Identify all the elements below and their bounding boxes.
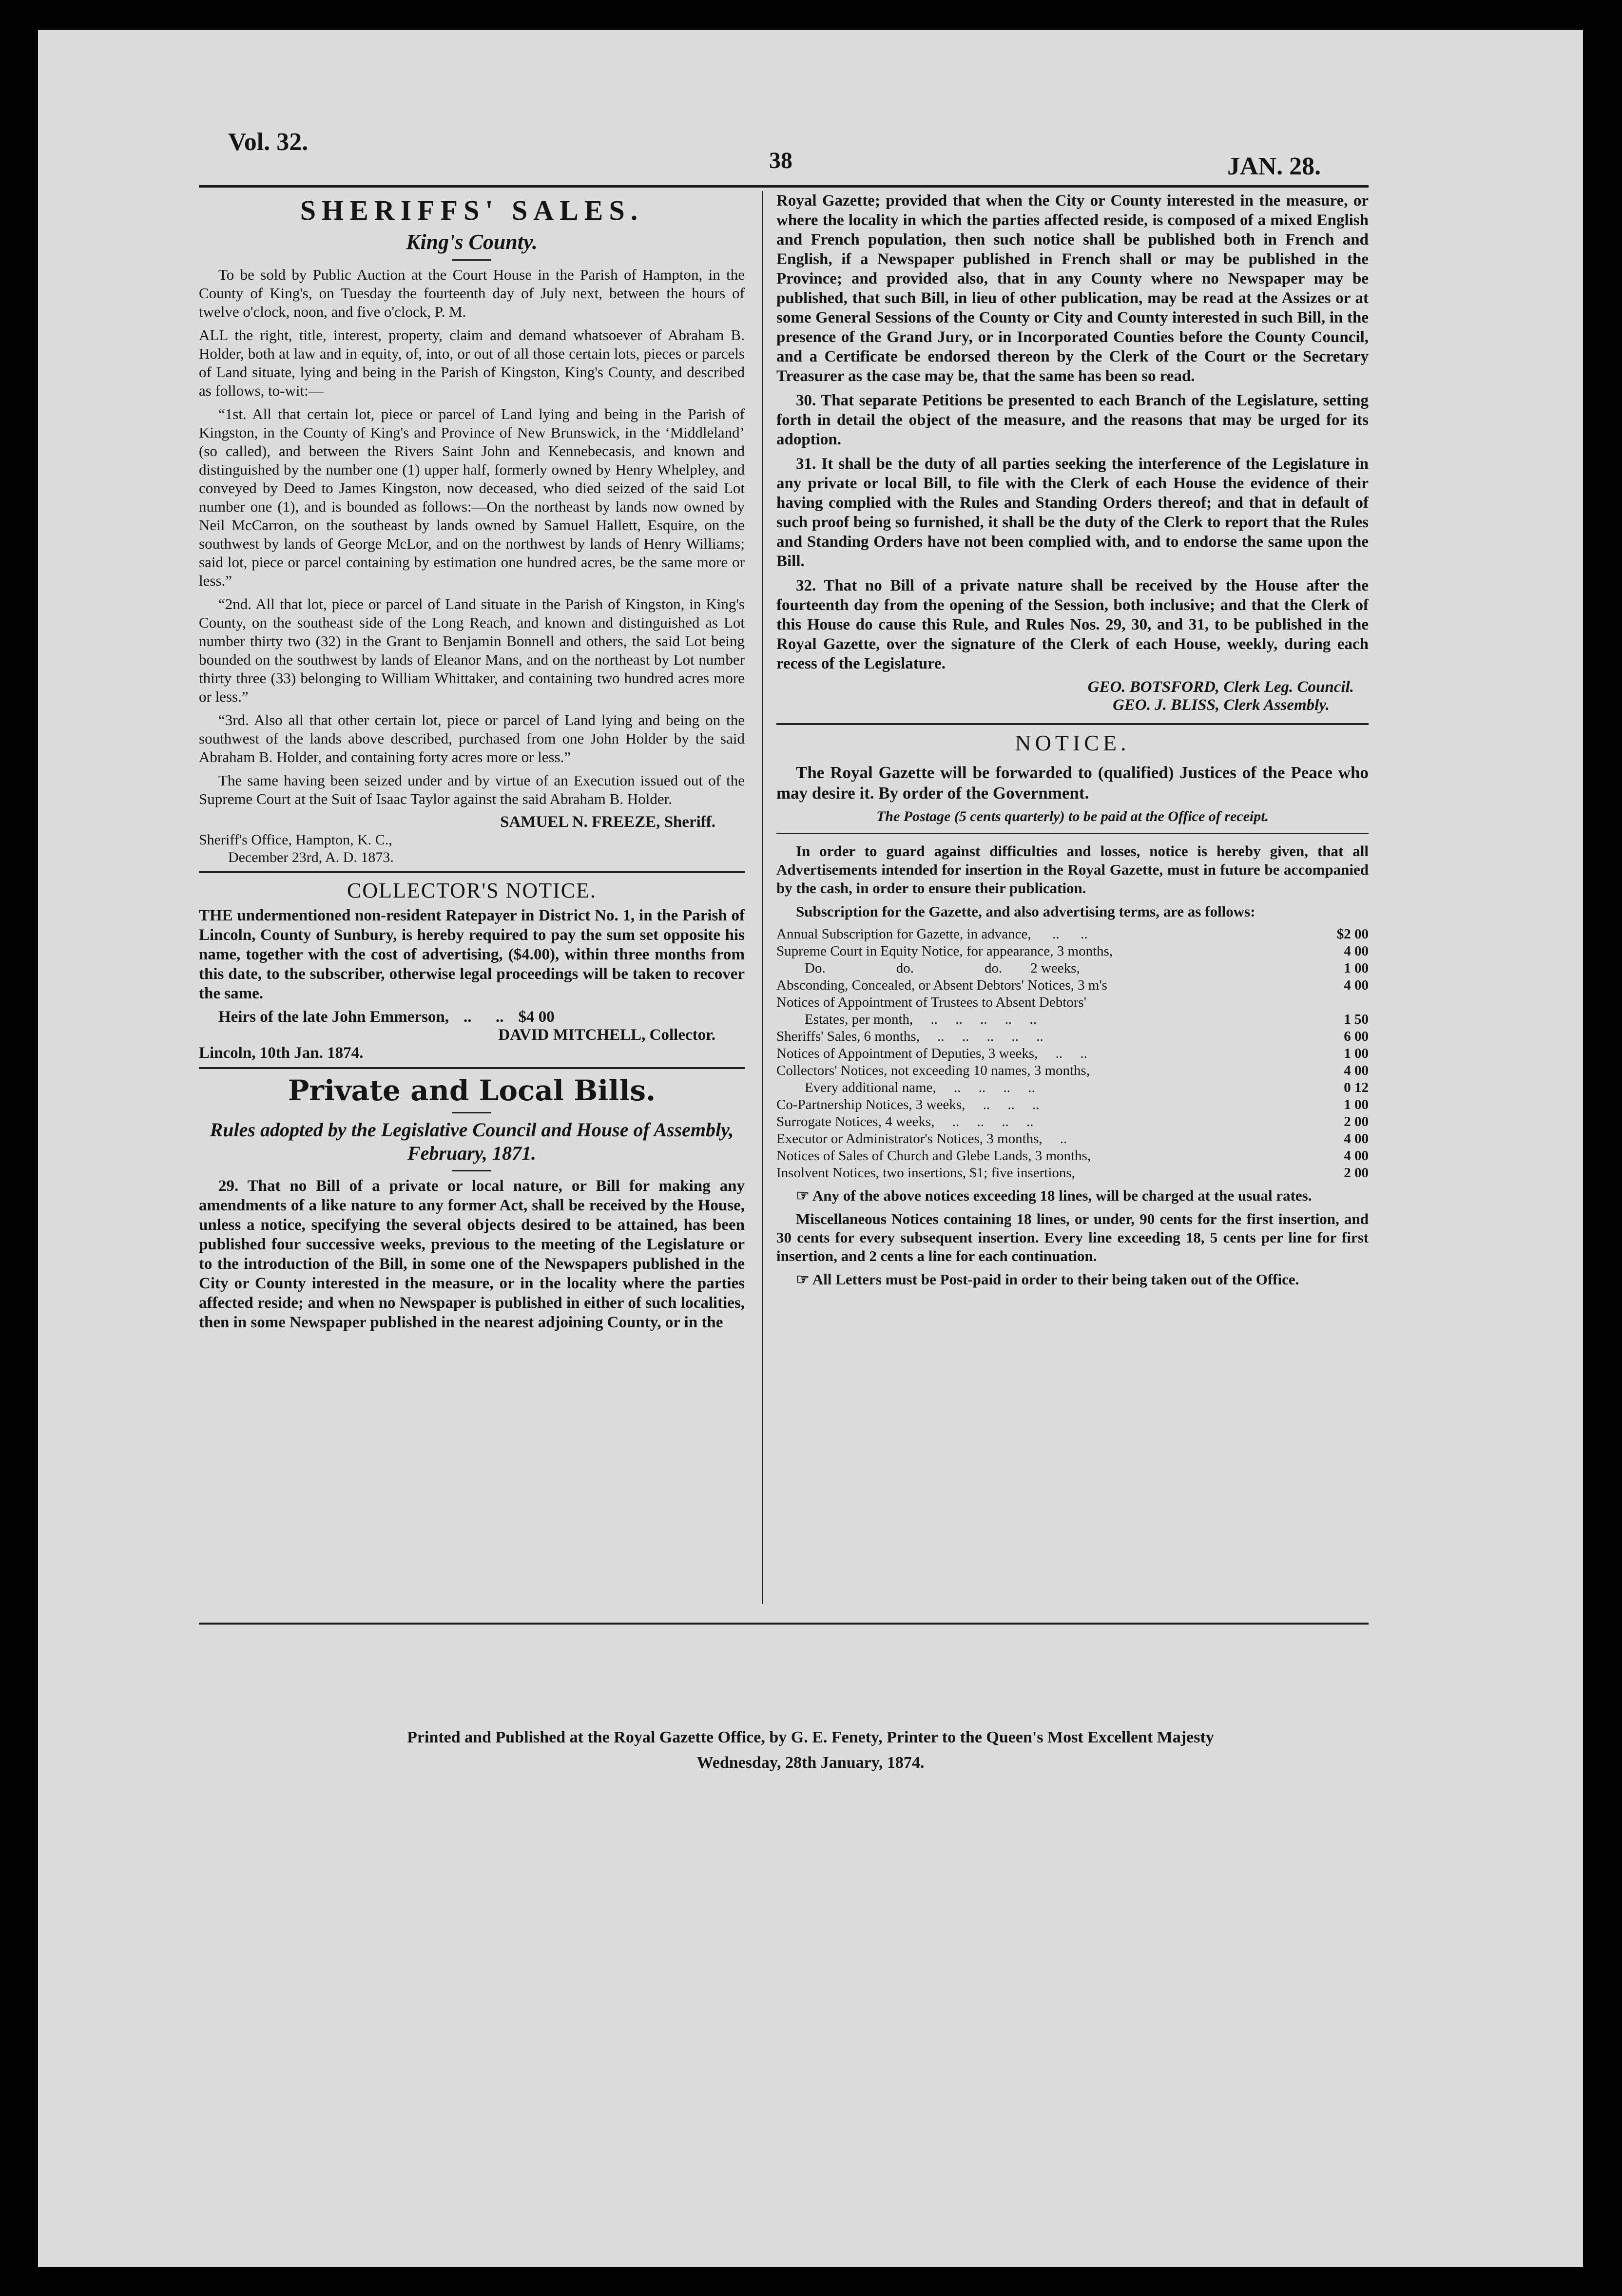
rate-row [776, 1062, 1369, 1079]
rate-amount: 4 00 [1344, 977, 1369, 993]
rates-table [776, 926, 1369, 1182]
sheriffs-intro: To be sold by Public Auction at the Court House in the Parish of Hampton, in the County of King's, on Tuesday the fourteenth day of July next, between the hours of twelve o'clock, noon, and five o'clock, P. M. [199, 266, 745, 320]
sheriffs-sales-section [199, 194, 745, 866]
rate-label: Estates, per month, .. .. .. .. .. [776, 1012, 1037, 1027]
rate-amount: 6 00 [1344, 1029, 1369, 1044]
rate-amount: 2 00 [1344, 1165, 1369, 1181]
notice-letters-text: All Letters must be Post-paid in order to their being taken out of the Office. [812, 1271, 1299, 1288]
section-rule-2 [199, 1067, 745, 1069]
rule-30: 30. That separate Petitions be presented to each Branch of the Legislature, setting forth in detail the object of the measure, and the reasons that may be urged for its adoption. [776, 392, 1369, 448]
left-column [199, 191, 745, 1589]
sheriffs-paragraph-2: “1st. All that certain lot, piece or parcel of Land lying and being in the Parish of Kingston, in the County of King's and Province of New Brunswick, in the ‘Middleland’ (so called), and between the Rivers Saint John and Kennebecasis, and known and distinguished by the number one (1) upper half, formerly owned by Henry Whelpley, and conveyed by Deed to James Kingston, now deceased, who died seized of the said Lot number one (1), and is bounded as follows:—On the northeast by lands now owned by Neil McCarron, on the southeast by lands owned by Samuel Hallett, Esquire, on the southwest by lands of George McLor, and on the northwest by lands of Henry Williams; said lot, piece or parcel containing by estimation one hundred acres, be the same more or less.” [199, 405, 745, 589]
rule-31: 31. It shall be the duty of all parties seeking the interference of the Legislature in any private or local Bill, to file with the Clerk of each House the evidence of their having complied with the Rules and Standing Orders thereof; and that in default of such proof being so furnished, it shall be the duty of the Clerk to report that the Rules and Standing Orders have not been complied with, and to endorse the same upon the Bill. [776, 455, 1369, 570]
issue-date: JAN. 28. [1227, 153, 1321, 180]
section-rule [199, 871, 745, 873]
rate-label: Notices of Sales of Church and Glebe Lands, 3 months, [776, 1148, 1091, 1164]
rate-amount: 1 00 [1344, 1046, 1369, 1061]
rule-29-continued: Royal Gazette; provided that when the City or County interested in the measure, or where the locality in which the parties affected reside, is composed of a mixed English and French population, then such notice shall be published both in French and English, if a Newspaper published in French shall or may be published in the Province; and provided also, that in any County where no Newspaper may be published, that such Bill, in lieu of other publication, may be read at the Assizes or at some General Sessions of the County or City and County interested in such Bill, in the presence of the Grand Jury, or in Incorporated Counties before the County Council, and a Certificate be endorsed thereon by the Clerk of the Court or the Secretary Treasurer as the case may be, that the same has been so read. [776, 192, 1369, 385]
rate-amount: 4 00 [1344, 1063, 1369, 1078]
subtitle-rule [452, 259, 491, 261]
pointing-hand-icon: ☞ [796, 1271, 812, 1288]
rule-32: 32. That no Bill of a private nature shall be received by the House after the fourteenth day from the opening of the Session, both inclusive; and that the Clerk of this House do cause this Rule, and Rules Nos. 29, 30, and 31, to be published in the Royal Gazette, over the signature of the Clerk of each House, weekly, during each recess of the Legislature. [776, 577, 1369, 672]
rate-label: Every additional name, .. .. .. .. [776, 1080, 1035, 1095]
sheriffs-paragraph-5: The same having been seized under and by virtue of an Execution issued out of the Supreme Court at the Suit of Isaac Taylor against the said Abraham B. Holder. [199, 772, 745, 807]
notice-postage: The Postage (5 cents quarterly) to be paid at the Office of receipt. [876, 808, 1269, 824]
sheriff-office: Sheriff's Office, Hampton, K. C., [199, 832, 392, 848]
right-column [776, 191, 1369, 1589]
volume-label: Vol. 32. [228, 128, 309, 156]
rate-row [776, 1113, 1369, 1130]
rate-label: Collectors' Notices, not exceeding 10 names, 3 months, [776, 1063, 1090, 1078]
rate-row [776, 1096, 1369, 1113]
notice-subscription: Subscription for the Gazette, and also advertising terms, are as follows: [796, 903, 1255, 920]
rate-amount: $2 00 [1336, 926, 1369, 942]
notice-section [776, 730, 1369, 1289]
sheriff-signature: SAMUEL N. FREEZE, Sheriff. [500, 813, 715, 831]
private-bills-section [199, 1074, 745, 1332]
rate-row [776, 926, 1369, 943]
bottom-rule [199, 1623, 1369, 1625]
notice-misc: Miscellaneous Notices containing 18 lines, or under, 90 cents for the first insertion, and 30 cents for every subsequent insertion. Every line exceeding 18, 5 cents per line for first insertion, and 2 cents a line for each continuation. [776, 1210, 1369, 1264]
notice-rule [776, 723, 1369, 725]
rate-row [776, 1011, 1369, 1028]
notice-guard: In order to guard against difficulties and losses, notice is hereby given, that all Advertisements intended for insertion in the Royal Gazette, must in future be accompanied by the cash, in order to ensure their publication. [776, 842, 1369, 897]
collector-signature: DAVID MITCHELL, Collector. [498, 1026, 715, 1044]
rate-label: Annual Subscription for Gazette, in advance, .. .. [776, 926, 1088, 942]
rate-label: Co-Partnership Notices, 3 weeks, .. .. .. [776, 1097, 1040, 1112]
rate-label: Executor or Administrator's Notices, 3 months, .. [776, 1131, 1067, 1147]
private-bills-title: Private and Local Bills. [288, 1074, 656, 1107]
rate-label: Insolvent Notices, two insertions, $1; five insertions, [776, 1165, 1075, 1181]
sheriff-office-date: December 23rd, A. D. 1873. [228, 849, 394, 865]
column-divider [762, 191, 763, 1604]
collectors-entry [199, 1008, 745, 1026]
entry-dots: .. .. [463, 1008, 504, 1026]
rate-row [776, 943, 1369, 960]
pointing-hand-icon: ☞ [796, 1187, 812, 1204]
rate-row [776, 1028, 1369, 1045]
collectors-notice-section [199, 878, 745, 1062]
imprint-line-1: Printed and Published at the Royal Gazette Office, by G. E. Fenety, Printer to the Queen's Most Excellent Majesty [407, 1728, 1214, 1746]
rate-row [776, 960, 1369, 977]
page-number: 38 [769, 148, 792, 173]
rate-row [776, 1079, 1369, 1096]
rate-row [776, 1045, 1369, 1062]
entry-name: Heirs of the late John Emmerson, [218, 1008, 449, 1026]
rate-amount [1315, 994, 1369, 1011]
notice-letters [776, 1270, 1369, 1289]
entry-amount: $4 00 [518, 1008, 555, 1026]
rate-amount: 1 00 [1344, 960, 1369, 976]
rate-label: Surrogate Notices, 4 weeks, .. .. .. .. [776, 1114, 1034, 1129]
kings-county-subtitle: King's County. [406, 230, 538, 254]
rate-row [776, 994, 1369, 1011]
rate-row [776, 1130, 1369, 1148]
rate-amount: 4 00 [1344, 943, 1369, 959]
rate-row [776, 977, 1369, 994]
bills-title-rule [452, 1112, 491, 1113]
notice-body: The Royal Gazette will be forwarded to (qualified) Justices of the Peace who may desire it. By order of the Government. [776, 763, 1369, 803]
clerk-council-signature: GEO. BOTSFORD, Clerk Leg. Council. [1087, 678, 1354, 696]
rate-row [776, 1165, 1369, 1182]
private-bills-subtitle: Rules adopted by the Legislative Council and House of Assembly, February, 1871. [210, 1119, 734, 1164]
rate-label: Absconding, Concealed, or Absent Debtors' Notices, 3 m's [776, 977, 1107, 993]
rate-amount: 2 00 [1344, 1114, 1369, 1129]
sheriffs-paragraph-3: “2nd. All that lot, piece or parcel of Land situate in the Parish of Kingston, in King's County, on the southeast side of the Long Reach, and known and distinguished as Lot number thirty two (32) in the Grant to Benjamin Bonnell and others, the said Lot being bounded on the southwest by lands of Eleanor Mans, and on the northeast by Lot number thirty three (33) belonging to William Whittaker, and containing two hundred acres more or less.” [199, 595, 745, 705]
bills-subtitle-rule [452, 1170, 491, 1171]
sheriffs-paragraph-1: ALL the right, title, interest, property, claim and demand whatsoever of Abraham B. Holder, both at law and in equity, of, into, or out of all those certain lots, pieces or parcels of Land situate, lying and being in the Parish of Kingston, King's County, and described as follows, to-wit:— [199, 326, 745, 399]
header-rule [199, 185, 1369, 188]
imprint-line-2: Wednesday, 28th January, 1874. [696, 1754, 925, 1772]
notice-title: NOTICE. [1015, 730, 1130, 755]
rate-amount: 1 00 [1344, 1097, 1369, 1112]
rate-amount: 4 00 [1344, 1148, 1369, 1164]
rate-amount: 4 00 [1344, 1131, 1369, 1147]
rate-amount: 0 12 [1344, 1080, 1369, 1095]
newspaper-page [38, 30, 1583, 2267]
sheriffs-sales-title: SHERIFFS' SALES. [300, 194, 644, 226]
collector-place-date: Lincoln, 10th Jan. 1874. [199, 1044, 364, 1062]
sheriffs-paragraph-4: “3rd. Also all that other certain lot, piece or parcel of Land lying and being on the southwest of the lands above described, purchased from one John Holder by the said Abraham B. Holder, and containing forty acres more or less.” [199, 711, 745, 765]
rate-label: Do. do. do. 2 weeks, [776, 960, 1080, 976]
notice-inner-rule [776, 833, 1369, 834]
rate-label: Sheriffs' Sales, 6 months, .. .. .. .. .. [776, 1029, 1043, 1044]
notice-exceeding [776, 1186, 1369, 1205]
rate-label: Supreme Court in Equity Notice, for appearance, 3 months, [776, 943, 1113, 959]
rate-amount: 1 50 [1344, 1012, 1369, 1027]
clerk-assembly-signature: GEO. J. BLISS, Clerk Assembly. [1113, 696, 1330, 714]
notice-exceeding-text: Any of the above notices exceeding 18 lines, will be charged at the usual rates. [812, 1187, 1312, 1204]
collectors-notice-body: THE undermentioned non-resident Ratepayer in District No. 1, in the Parish of Lincoln, County of Sunbury, is hereby required to pay the sum set opposite his name, together with the cost of advertising, ($4.00), within three months from this date, to the subscriber, otherwise legal proceedings will be taken to recover the same. [199, 907, 745, 1002]
rate-label: Notices of Appointment of Trustees to Absent Debtors' [776, 995, 1086, 1010]
rate-row [776, 1148, 1369, 1165]
rule-29: 29. That no Bill of a private or local nature, or Bill for making any amendments of a like nature to any former Act, shall be received by the House, unless a notice, specifying the several objects desired to be attained, has been published four successive weeks, previous to the meeting of the Legislature or to the introduction of the Bill, in some one of the Newspapers published in the City or County interested in the measure, or in the locality where the parties affected reside; and when no Newspaper is published in either of such localities, then in some Newspaper published in the nearest adjoining County, or in the [199, 1177, 745, 1331]
rate-label: Notices of Appointment of Deputies, 3 weeks, .. .. [776, 1046, 1087, 1061]
collectors-notice-title: COLLECTOR'S NOTICE. [347, 879, 597, 902]
